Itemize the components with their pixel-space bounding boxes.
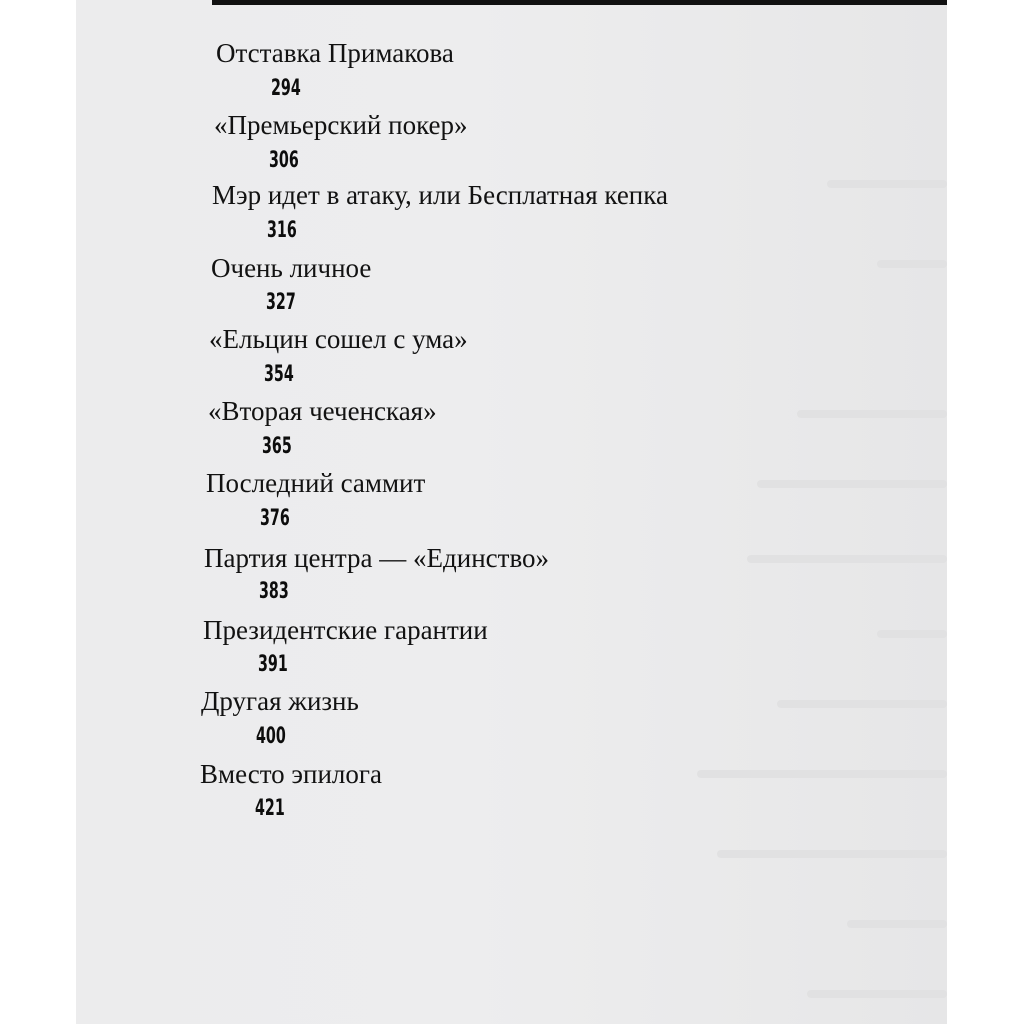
toc-entry-title: Партия центра — «Единство» [204, 543, 550, 573]
toc-entry-page: 421 [255, 796, 285, 821]
toc-entry-title: «Вторая чеченская» [208, 396, 437, 426]
toc-entry-page: 316 [267, 218, 297, 243]
book-page [76, 0, 947, 1024]
toc-entry-page: 400 [256, 724, 286, 749]
toc-entry-page: 376 [260, 506, 290, 531]
toc-entry-page: 354 [264, 362, 294, 387]
toc-entry-page: 327 [266, 290, 296, 315]
toc-entry-title: Другая жизнь [201, 686, 359, 716]
toc-entry-title: Очень личное [211, 253, 372, 283]
toc-entry-title: Президентские гарантии [203, 615, 488, 645]
toc-entry-page: 294 [271, 76, 301, 101]
toc-entry-title: Отставка Примакова [216, 38, 454, 68]
toc-entry-page: 391 [258, 652, 288, 677]
table-of-contents [76, 0, 947, 1024]
toc-entry-title: «Премьерский покер» [214, 110, 468, 140]
toc-entry-page: 306 [269, 148, 299, 173]
toc-entry-title: «Ельцин сошел с ума» [209, 324, 468, 354]
toc-entry-page: 383 [259, 579, 289, 604]
toc-entry-title: Мэр идет в атаку, или Бесплатная кепка [212, 180, 668, 210]
toc-entry-page: 365 [262, 434, 292, 459]
toc-entry-title: Вместо эпилога [200, 759, 382, 789]
toc-entry-title: Последний саммит [206, 468, 426, 498]
